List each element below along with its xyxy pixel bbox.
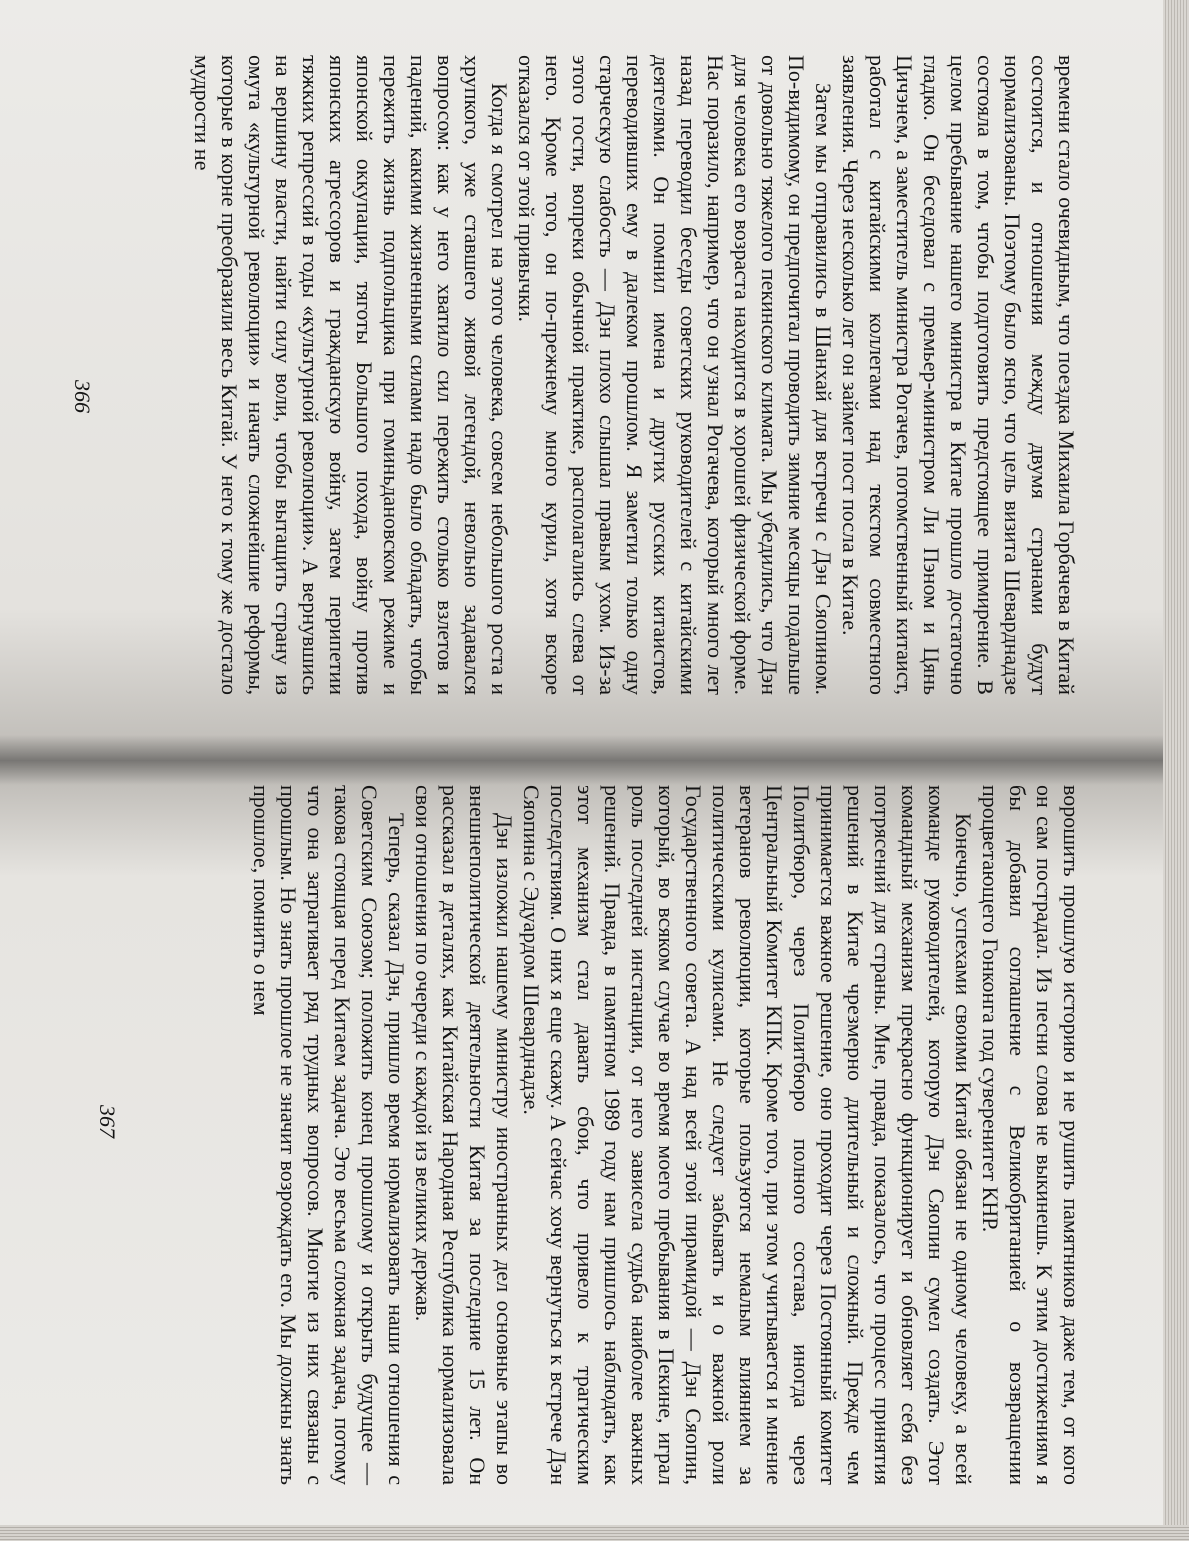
paragraph: Конечно, успехами своими Китай обязан не одному человеку, а всей команде руководителей, которую Дэн Сяопин сумел создать. Этот командный механизм прекрасно функционирует и обновляет себя без потрясений для страны. Мне, правда, показалось, что процесс принятия решений в Китае чрезмерно длительный и сложный. Прежде чем принимается важное решение, оно проходит через Постоянный комитет Политбюро, через Политбюро полного состава, иногда через Центральный Комитет КПК. Кроме того, при этом учитывается и мнение ветеранов революции, которые пользуются немалым влиянием за политическими кулисами. Не следует забывать и о важной роли Государственного совета. А над всей этой пирамидой — Дэн Сяопин, который, во всяком случае во время моего пребывания в Пекине, играл роль последней инстанции, от него зависела судьба наиболее важных решений. Правда, в памятном 1989 году нам пришлось наблюдать, как этот механизм стал давать сбои, что привело к трагическим последствиям. О них я еще скажу. А сейчас хочу вернуться к встрече Дэн Сяопина с Эдуардом Шеварднадзе.	[519, 785, 976, 1485]
paragraph: Когда я смотрел на этого человека, совсем небольшого роста и хрупкого, уже ставшего живой легендой, невольно задавался вопросом: как у него хватило сил пережить столько взлетов и падений, какими жизненными силами надо было обладать, чтобы пережить жизнь подпольщика при гоминьдановском режиме и японской оккупации, тяготы Большого похода, войну против японских агрессоров и гражданскую войну, затем перипетии тяжких репрессий в годы «культурной революции». А вернувшись на вершину власти, найти силу воли, чтобы вытащить страну из омута «культурной революции» и начать сложнейшие реформы, которые в корне преобразили весь Китай. У него к тому же достало мудрости не	[190, 55, 512, 695]
paragraph: времени стало очевидным, что поездка Михаила Горбачева в Китай состоится, и отношения между двумя странами будут нормализованы. Поэтому было ясно, что цель визита Шеварднадзе состояла в том, чтобы подготовить предстоящее примирение. В целом пребывание нашего министра в Китае прошло достаточно гладко. Он беседовал с премьер-министром Ли Пэном и Цянь Цичэнем, а заместитель министра Рогачев, потомственный китаист, работал с китайскими коллегами над текстом совместного заявления. Через несколько лет он займет пост посла в Китае.	[838, 55, 1079, 695]
page-number: 366	[70, 380, 95, 413]
page-number: 367	[95, 1105, 120, 1138]
paragraph: Затем мы отправились в Шанхай для встречи с Дэн Сяопином. По-видимому, он предпочитал проводить зимние месяцы подальше от довольно тяжелого пекинского климата. Мы убедились, что Дэн для человека его возраста находится в хорошей физической форме. Нас поразило, например, что он узнал Рогачева, который много лет назад переводил беседы советских руководителей с китайскими деятелями. Он помнил имена и других русских китаистов, переводивших ему в далеком прошлом. Я заметил только одну старческую слабость — Дэн плохо слышал правым ухом. Из-за этого гости, вопреки обычной практике, располагались слева от него. Кроме того, он по-прежнему много курил, хотя вскоре отказался от этой привычки.	[514, 55, 836, 695]
paragraph: Дэн изложил нашему министру иностранных дел основные этапы во внешнеполитической деятельности Китая за последние 15 лет. Он рассказал в деталях, как Китайская Народная Республика нормализовала свои отношения по очереди с каждой из великих держав.	[411, 785, 517, 1485]
page-367	[0, 760, 1189, 1541]
paragraph: ворошить прошлую историю и не рушить памятников даже тем, от кого он сам пострадал. Из песни слова не выкинешь. К этим достижениям я бы добавил соглашение с Великобританией о возвращении процветающего Гонконга под суверенитет КНР.	[978, 785, 1084, 1485]
page-edges-right	[1163, 0, 1189, 1541]
paragraph: Теперь, сказал Дэн, пришло время нормализовать наши отношения с Советским Союзом; положить конец прошлому и открыть будущее — такова стоящая перед Китаем задача. Это весьма сложная задача, потому что она затрагивает ряд трудных вопросов. Многие из них связаны с прошлым. Но знать прошлое не значит возрождать его. Мы должны знать прошлое, помнить о нем	[249, 785, 409, 1485]
page-366	[0, 0, 1189, 760]
page-367-text	[85, 785, 1085, 1485]
page-366-text	[60, 55, 1080, 695]
page-edges-bottom	[0, 1525, 1189, 1541]
